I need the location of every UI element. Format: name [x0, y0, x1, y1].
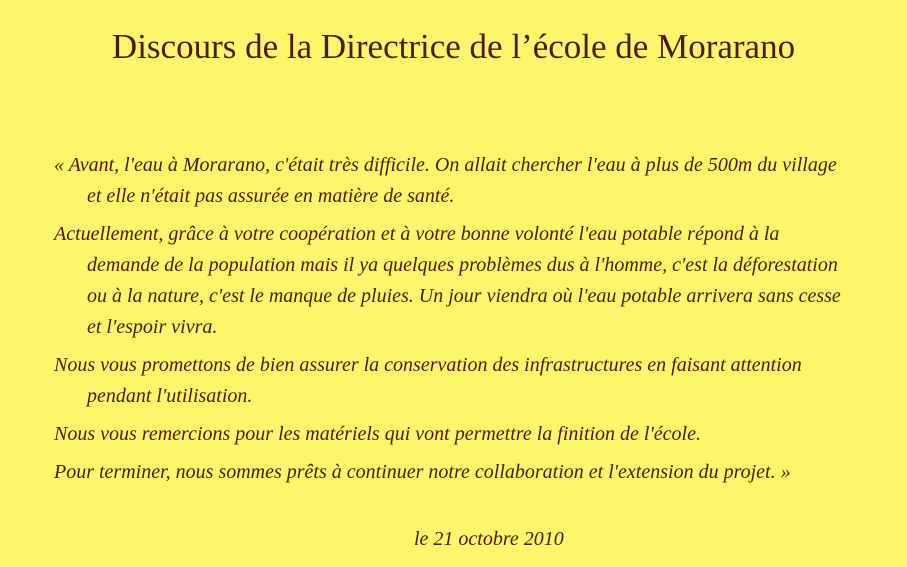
speech-paragraph: Nous vous promettons de bien assurer la conservation des infrastructures en faisant attention pendant l'utilisation. — [54, 354, 802, 407]
speech-paragraph: Pour terminer, nous sommes prêts à continuer notre collaboration et l'extension du projet. » — [54, 461, 791, 483]
speech-paragraph: Nous vous remercions pour les matériels qui vont permettre la finition de l'école. — [54, 423, 701, 445]
speech-body — [54, 150, 854, 495]
speech-paragraph: Actuellement, grâce à votre coopération et à votre bonne volonté l'eau potable répond à la demande de la population mais il ya quelques problèmes dus à l'homme, c'est la déforestation ou à la nature, c'est le manque de pluies. Un jour viendra où l'eau potable arrivera sans cesse et l'espoir vivra. — [54, 223, 841, 338]
page-title: Discours de la Directrice de l’école de Morarano — [111, 27, 796, 66]
speech-date: le 21 octobre 2010 — [414, 528, 564, 550]
speech-paragraph: « Avant, l'eau à Morarano, c'était très difficile. On allait chercher l'eau à plus de 500m du village et elle n'était pas assurée en matière de santé. — [54, 154, 837, 207]
